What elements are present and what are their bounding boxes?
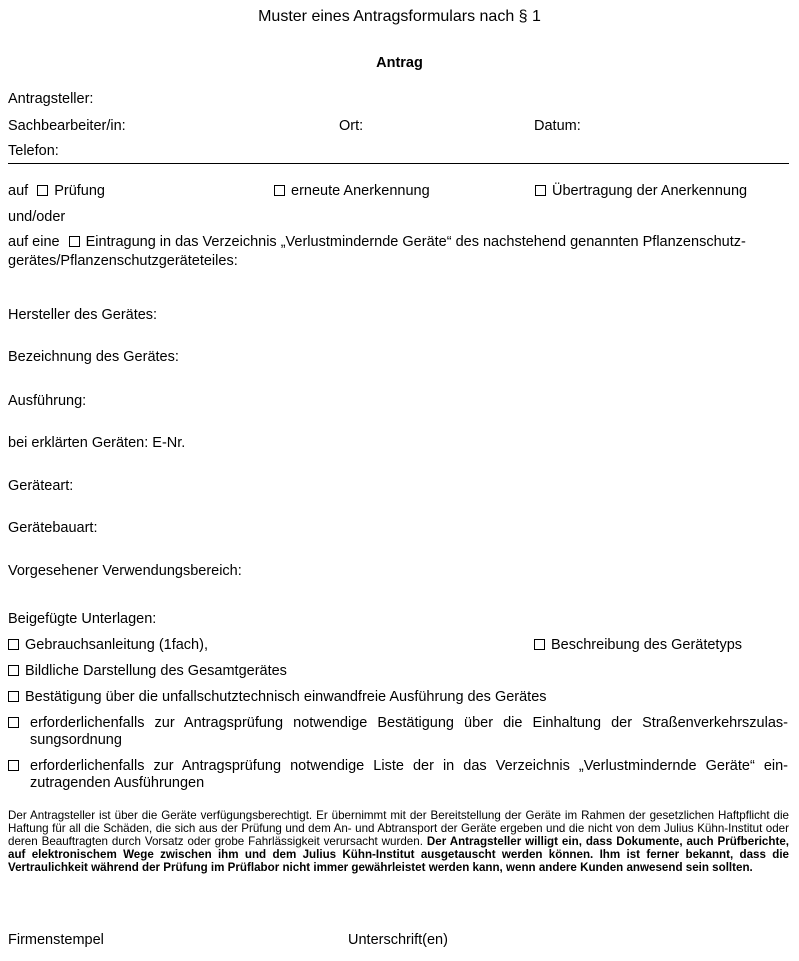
form-heading: Antrag bbox=[376, 55, 423, 71]
attachment-liste bbox=[8, 758, 788, 792]
beschreibung-label: Beschreibung des Gerätetyps bbox=[551, 637, 743, 653]
liste-label: erforderlichenfalls zur Antragsprüfung notwendige Liste der in das Verzeichnis „Verlustmindernde Geräte“ ein-zutragenden Ausführungen bbox=[30, 758, 788, 791]
liste-checkbox[interactable] bbox=[8, 760, 19, 771]
request-row bbox=[8, 183, 105, 199]
unterschrift-label: Unterschrift(en) bbox=[348, 932, 448, 948]
uebertragung-option bbox=[535, 183, 747, 199]
erneute-label: erneute Anerkennung bbox=[291, 183, 430, 199]
erneute-option bbox=[274, 183, 430, 199]
stvzo-label: erforderlichenfalls zur Antragsprüfung notwendige Bestätigung über die Einhaltung der Straßenverkehrszulas-sungsordnung bbox=[30, 715, 788, 748]
antragsteller-label: Antragsteller: bbox=[8, 91, 94, 107]
beschreibung-checkbox[interactable] bbox=[534, 639, 545, 650]
firmenstempel-label: Firmenstempel bbox=[8, 932, 104, 948]
erklaerte-geraete-label: bei erklärten Geräten: E-Nr. bbox=[8, 435, 186, 451]
ausfuehrung-label: Ausführung: bbox=[8, 393, 87, 409]
ort-label: Ort: bbox=[339, 118, 364, 134]
bildlich-label: Bildliche Darstellung des Gesamtgerätes bbox=[25, 663, 287, 679]
datum-label: Datum: bbox=[534, 118, 581, 134]
declaration-normal: Der Antragsteller ist über die Geräte verfügungsberechtigt. Er übernimmt mit der Bereitstellung der Geräte im Rahmen der gesetzlichen Haftpflicht die Haftung für all die Schäden, die sich aus der Prüfung und dem An- und Abtransport der Geräte ergeben und die nicht von dem Julius Kühn-Institut oder deren Beauftragten durch Vorsatz oder grobe Fahrlässigkeit verursacht wurden. bbox=[8, 809, 789, 848]
pruefung-label: Prüfung bbox=[54, 183, 105, 199]
declaration-bold: Der Antragsteller willigt ein, dass Dokumente, auch Prüfberichte, auf elektronischem Wege zwischen ihm und dem Julius Kühn-Institut ausgetauscht werden können. Ihm ist ferner bekannt, dass die Vertraulichkeit während der Prüfung im Prüflabor nicht immer gewährleistet werden kann, wenn andere Kunden anwesend sein sollten. bbox=[8, 835, 789, 874]
attachment-bildlich bbox=[8, 663, 287, 679]
eintragung-checkbox[interactable] bbox=[69, 236, 80, 247]
hersteller-label: Hersteller des Gerätes: bbox=[8, 307, 158, 323]
attachments-heading: Beigefügte Unterlagen: bbox=[8, 611, 157, 627]
bestaetigung-label: Bestätigung über die unfallschutztechnisch einwandfreie Ausführung des Gerätes bbox=[25, 689, 547, 705]
stvzo-checkbox[interactable] bbox=[8, 717, 19, 728]
geraeteart-label: Geräteart: bbox=[8, 478, 74, 494]
bezeichnung-label: Bezeichnung des Gerätes: bbox=[8, 349, 179, 365]
eintragung-label: Eintragung in das Verzeichnis „Verlustmindernde Geräte“ des nachstehend genannten Pflanzenschutz- bbox=[85, 234, 746, 250]
declaration-text bbox=[8, 809, 789, 874]
attachment-gebrauchsanleitung bbox=[8, 637, 208, 653]
page-title: Muster eines Antragsformulars nach § 1 bbox=[258, 8, 541, 25]
pruefung-checkbox[interactable] bbox=[37, 185, 48, 196]
eintragung-continuation: gerätes/Pflanzenschutzgeräteteiles: bbox=[8, 253, 238, 269]
telefon-label: Telefon: bbox=[8, 143, 59, 159]
gebrauchsanleitung-label: Gebrauchsanleitung (1fach), bbox=[25, 637, 208, 653]
divider-line bbox=[8, 163, 789, 164]
bestaetigung-checkbox[interactable] bbox=[8, 691, 19, 702]
bildlich-checkbox[interactable] bbox=[8, 665, 19, 676]
attachment-stvzo bbox=[8, 715, 788, 749]
gebrauchsanleitung-checkbox[interactable] bbox=[8, 639, 19, 650]
attachment-beschreibung bbox=[534, 637, 742, 653]
auf-eine-label: auf eine bbox=[8, 234, 60, 250]
uebertragung-label: Übertragung der Anerkennung bbox=[552, 183, 748, 199]
verwendungsbereich-label: Vorgesehener Verwendungsbereich: bbox=[8, 563, 242, 579]
attachment-bestaetigung bbox=[8, 689, 547, 705]
auf-label: auf bbox=[8, 183, 29, 199]
geraetebauart-label: Gerätebauart: bbox=[8, 520, 98, 536]
und-oder-label: und/oder bbox=[8, 209, 66, 225]
sachbearbeiter-label: Sachbearbeiter/in: bbox=[8, 118, 126, 134]
uebertragung-checkbox[interactable] bbox=[535, 185, 546, 196]
erneute-checkbox[interactable] bbox=[274, 185, 285, 196]
eintragung-row bbox=[8, 234, 746, 250]
